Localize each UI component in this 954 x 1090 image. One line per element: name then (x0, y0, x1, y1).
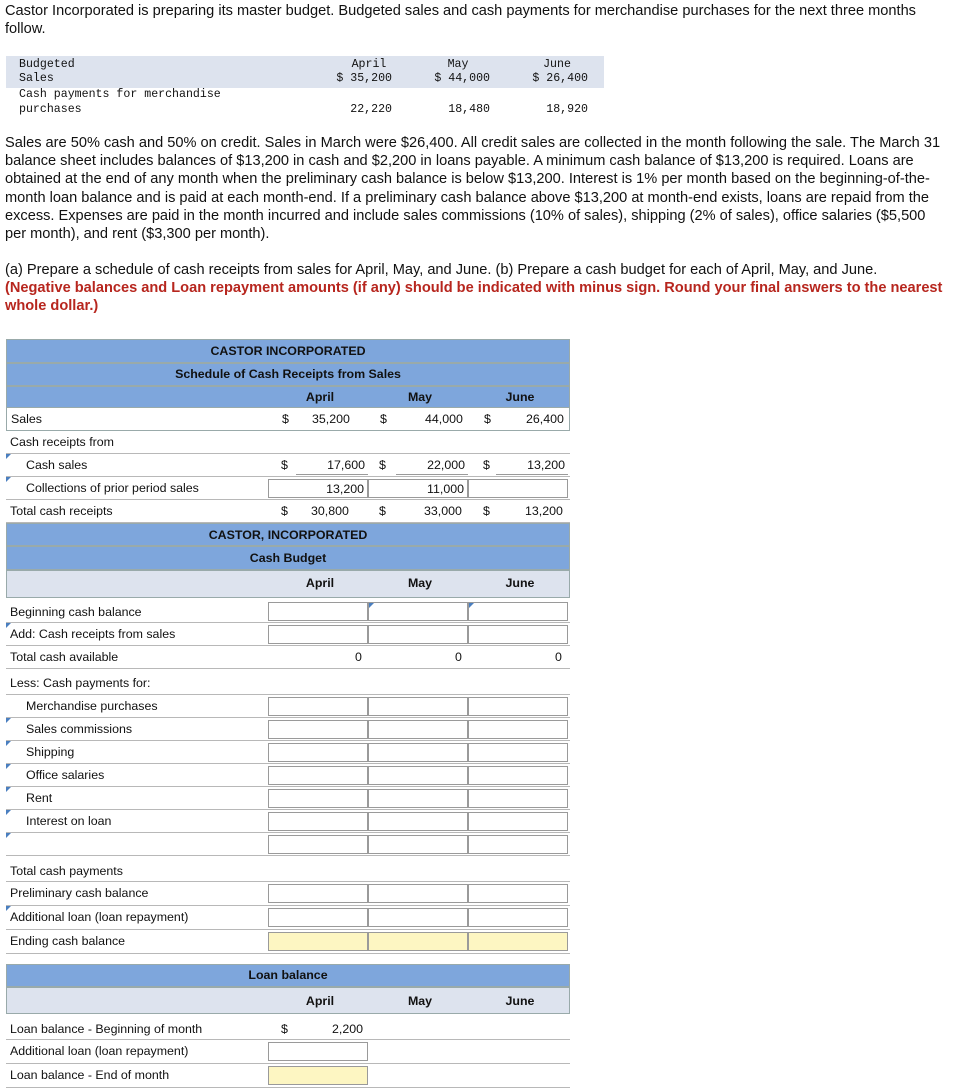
budget-title: Cash Budget (6, 546, 570, 570)
ending-cash-label: Ending cash balance (10, 934, 126, 948)
schedule-june: June (505, 390, 535, 404)
loan-additional-label: Additional loan (loan repayment) (10, 1044, 189, 1058)
shipping-april-input[interactable] (268, 743, 368, 762)
input-marker-icon (6, 764, 11, 769)
sales-june: $ 26,400 (532, 72, 588, 85)
budget-company: CASTOR, INCORPORATED (6, 523, 570, 546)
instructions-text: (a) Prepare a schedule of cash receipts from sales for April, May, and June. (b) Prepare a cash budget for each of April, May, and June. (5, 262, 878, 278)
dollar-sign: $ (483, 504, 490, 518)
purchases-may: 18,480 (448, 103, 490, 116)
worksheet (6, 339, 570, 1088)
budget-may: May (407, 576, 433, 590)
total-available-may: 0 (455, 650, 462, 664)
salaries-label: Office salaries (26, 768, 105, 782)
budgeted-label: Budgeted (19, 58, 75, 71)
preliminary-label: Preliminary cash balance (10, 886, 149, 900)
loan-additional-row (6, 1040, 570, 1064)
less-payments-label: Less: Cash payments for: (10, 676, 151, 690)
total-available-june: 0 (555, 650, 562, 664)
commissions-june-input[interactable] (468, 720, 568, 739)
rent-april-input[interactable] (268, 789, 368, 808)
instructions-red: (Negative balances and Loan repayment amounts (if any) should be indicated with minus sign. Round your final answers to the nearest whole dollar.) (5, 280, 943, 315)
purchases-april: 22,220 (350, 103, 392, 116)
rent-row (6, 787, 570, 810)
loan-end-label: Loan balance - End of month (10, 1068, 170, 1082)
additional-loan-label: Additional loan (loan repayment) (10, 910, 189, 924)
loan-beginning-label: Loan balance - Beginning of month (10, 1022, 203, 1036)
preliminary-may-input[interactable] (368, 884, 468, 903)
merch-row (6, 695, 570, 718)
ending-cash-june-input[interactable] (468, 932, 568, 951)
loan-additional-april-input[interactable] (268, 1042, 368, 1061)
purchases-label-2: purchases (19, 103, 82, 116)
salaries-june-input[interactable] (468, 766, 568, 785)
schedule-sales-row (6, 408, 570, 431)
budget-april: April (305, 576, 335, 590)
loan-title: Loan balance (6, 964, 570, 987)
purchases-row (6, 88, 604, 120)
interest-row (6, 810, 570, 833)
cash-sales-april-value: 17,600 (327, 458, 365, 472)
input-marker-icon (6, 810, 11, 815)
april-header: April (351, 58, 387, 71)
total-payments-row (6, 856, 570, 882)
salaries-april-input[interactable] (268, 766, 368, 785)
cash-sales-june-input[interactable] (496, 456, 568, 475)
add-receipts-june-input[interactable] (468, 625, 568, 644)
blank-may-input[interactable] (368, 835, 468, 854)
interest-april-input[interactable] (268, 812, 368, 831)
schedule-sales-may: 44,000 (425, 412, 463, 426)
commissions-may-input[interactable] (368, 720, 468, 739)
preliminary-april-input[interactable] (268, 884, 368, 903)
intro-text: Castor Incorporated is preparing its master budget. Budgeted sales and cash payments for merchandise purchases for the next three months follow. (5, 3, 916, 37)
input-marker-icon (369, 603, 374, 608)
rent-label: Rent (26, 791, 53, 805)
beginning-cash-april-input[interactable] (268, 602, 368, 621)
loan-beginning-april: 2,200 (332, 1022, 364, 1036)
sales-label: Sales (19, 72, 54, 85)
total-receipts-may: 33,000 (424, 504, 462, 518)
commissions-april-input[interactable] (268, 720, 368, 739)
input-marker-icon (469, 603, 474, 608)
dollar-sign: $ (380, 412, 387, 426)
ending-cash-may-input[interactable] (368, 932, 468, 951)
salaries-may-input[interactable] (368, 766, 468, 785)
loan-may: May (407, 994, 433, 1008)
sales-april: $ 35,200 (336, 72, 392, 85)
shipping-may-input[interactable] (368, 743, 468, 762)
collections-june-input[interactable] (468, 479, 568, 498)
shipping-june-input[interactable] (468, 743, 568, 762)
dollar-sign: $ (281, 504, 288, 518)
collections-may-value: 11,000 (427, 482, 464, 496)
schedule-sales-june: 26,400 (526, 412, 564, 426)
schedule-april: April (305, 390, 335, 404)
input-marker-icon (6, 718, 11, 723)
dollar-sign: $ (379, 458, 386, 472)
beginning-cash-label: Beginning cash balance (10, 605, 142, 619)
budget-table (6, 56, 604, 120)
collections-label: Collections of prior period sales (26, 481, 199, 495)
schedule-may: May (407, 390, 433, 404)
cash-sales-label: Cash sales (26, 458, 88, 472)
rent-may-input[interactable] (368, 789, 468, 808)
june-header: June (543, 58, 571, 71)
collections-may-input[interactable] (368, 479, 468, 498)
salaries-row (6, 764, 570, 787)
blank-april-input[interactable] (268, 835, 368, 854)
loan-june: June (505, 994, 535, 1008)
cash-sales-april-input[interactable] (296, 456, 368, 475)
budget-month-header (6, 570, 570, 598)
dollar-sign: $ (483, 458, 490, 472)
input-marker-icon (6, 454, 11, 459)
scenario-paragraph: Sales are 50% cash and 50% on credit. Sales in March were $26,400. All credit sales are collected in the month following the sale. The March 31 balance sheet includes balances of $13,200 in cash and $2,200 in loans payable. A minimum cash balance of $13,200 is required. Loans are obtained at the end of any month when the preliminary cash balance is below $13,200. Interest is 1% per month based on the beginning-of-the-month loan balance and is paid at each month-end. If a preliminary cash balance above $13,200 at month-end exists, loans are repaid from the excess. Expenses are paid in the month incurred and include sales commissions (10% of sales), shipping (2% of sales), office salaries ($5,500 per month), and rent ($3,300 per month). (5, 135, 941, 243)
loan-april: April (305, 994, 335, 1008)
merch-june-input[interactable] (468, 697, 568, 716)
additional-loan-june-input[interactable] (468, 908, 568, 927)
cash-sales-row (6, 454, 570, 477)
commissions-label: Sales commissions (26, 722, 133, 736)
total-receipts-label: Total cash receipts (10, 504, 113, 518)
beginning-cash-row (6, 598, 570, 623)
collections-april-input[interactable] (268, 479, 368, 498)
additional-loan-may-input[interactable] (368, 908, 468, 927)
total-receipts-june: 13,200 (525, 504, 563, 518)
additional-loan-april-input[interactable] (268, 908, 368, 927)
loan-month-header (6, 987, 570, 1014)
rent-june-input[interactable] (468, 789, 568, 808)
preliminary-row (6, 882, 570, 906)
input-marker-icon (6, 477, 11, 482)
loan-end-april-input[interactable] (268, 1066, 368, 1085)
loan-beginning-row (6, 1014, 570, 1040)
preliminary-june-input[interactable] (468, 884, 568, 903)
add-receipts-may-input[interactable] (368, 625, 468, 644)
total-available-row (6, 646, 570, 669)
budget-june: June (505, 576, 535, 590)
additional-loan-row (6, 906, 570, 930)
dollar-sign: $ (282, 412, 289, 426)
total-receipts-row (6, 500, 570, 523)
dollar-sign: $ (484, 412, 491, 426)
dollar-sign: $ (281, 458, 288, 472)
dollar-sign: $ (281, 1022, 288, 1036)
shipping-label: Shipping (26, 745, 75, 759)
merch-label: Merchandise purchases (26, 699, 158, 713)
schedule-sales-april: 35,200 (312, 412, 350, 426)
collections-april-value: 13,200 (326, 482, 364, 496)
merch-may-input[interactable] (368, 697, 468, 716)
add-receipts-april-input[interactable] (268, 625, 368, 644)
schedule-month-header (6, 386, 570, 408)
input-marker-icon (6, 787, 11, 792)
total-available-april: 0 (355, 650, 362, 664)
beginning-cash-may-input[interactable] (368, 602, 468, 621)
dollar-sign: $ (379, 504, 386, 518)
cash-sales-june-value: 13,200 (527, 458, 565, 472)
total-payments-label: Total cash payments (10, 864, 123, 878)
instructions (5, 261, 947, 316)
interest-may-input[interactable] (368, 812, 468, 831)
budget-header-row (6, 56, 604, 88)
blank-payment-row (6, 833, 570, 856)
purchases-june: 18,920 (546, 103, 588, 116)
add-receipts-row (6, 623, 570, 646)
cash-sales-may-input[interactable] (396, 456, 468, 475)
merch-april-input[interactable] (268, 697, 368, 716)
collections-row (6, 477, 570, 500)
schedule-company: CASTOR INCORPORATED (6, 339, 570, 363)
loan-end-row (6, 1064, 570, 1088)
may-header: May (447, 58, 469, 71)
sales-may: $ 44,000 (434, 72, 490, 85)
shipping-row (6, 741, 570, 764)
total-available-label: Total cash available (10, 650, 119, 664)
commissions-row (6, 718, 570, 741)
ending-cash-row (6, 930, 570, 954)
cash-sales-may-value: 22,000 (427, 458, 465, 472)
interest-label: Interest on loan (26, 814, 112, 828)
input-marker-icon (6, 833, 11, 838)
spacer (6, 954, 570, 964)
ending-cash-april-input[interactable] (268, 932, 368, 951)
add-receipts-label: Add: Cash receipts from sales (10, 627, 176, 641)
purchases-label-1: Cash payments for merchandise (19, 88, 221, 101)
beginning-cash-june-input[interactable] (468, 602, 568, 621)
blank-june-input[interactable] (468, 835, 568, 854)
schedule-sales-label: Sales (11, 412, 42, 426)
input-marker-icon (6, 741, 11, 746)
receipts-from-label: Cash receipts from (10, 435, 114, 449)
total-receipts-april: 30,800 (311, 504, 349, 518)
interest-june-input[interactable] (468, 812, 568, 831)
schedule-receipts-from-row (6, 431, 570, 454)
less-payments-row (6, 669, 570, 695)
schedule-title: Schedule of Cash Receipts from Sales (6, 363, 570, 386)
